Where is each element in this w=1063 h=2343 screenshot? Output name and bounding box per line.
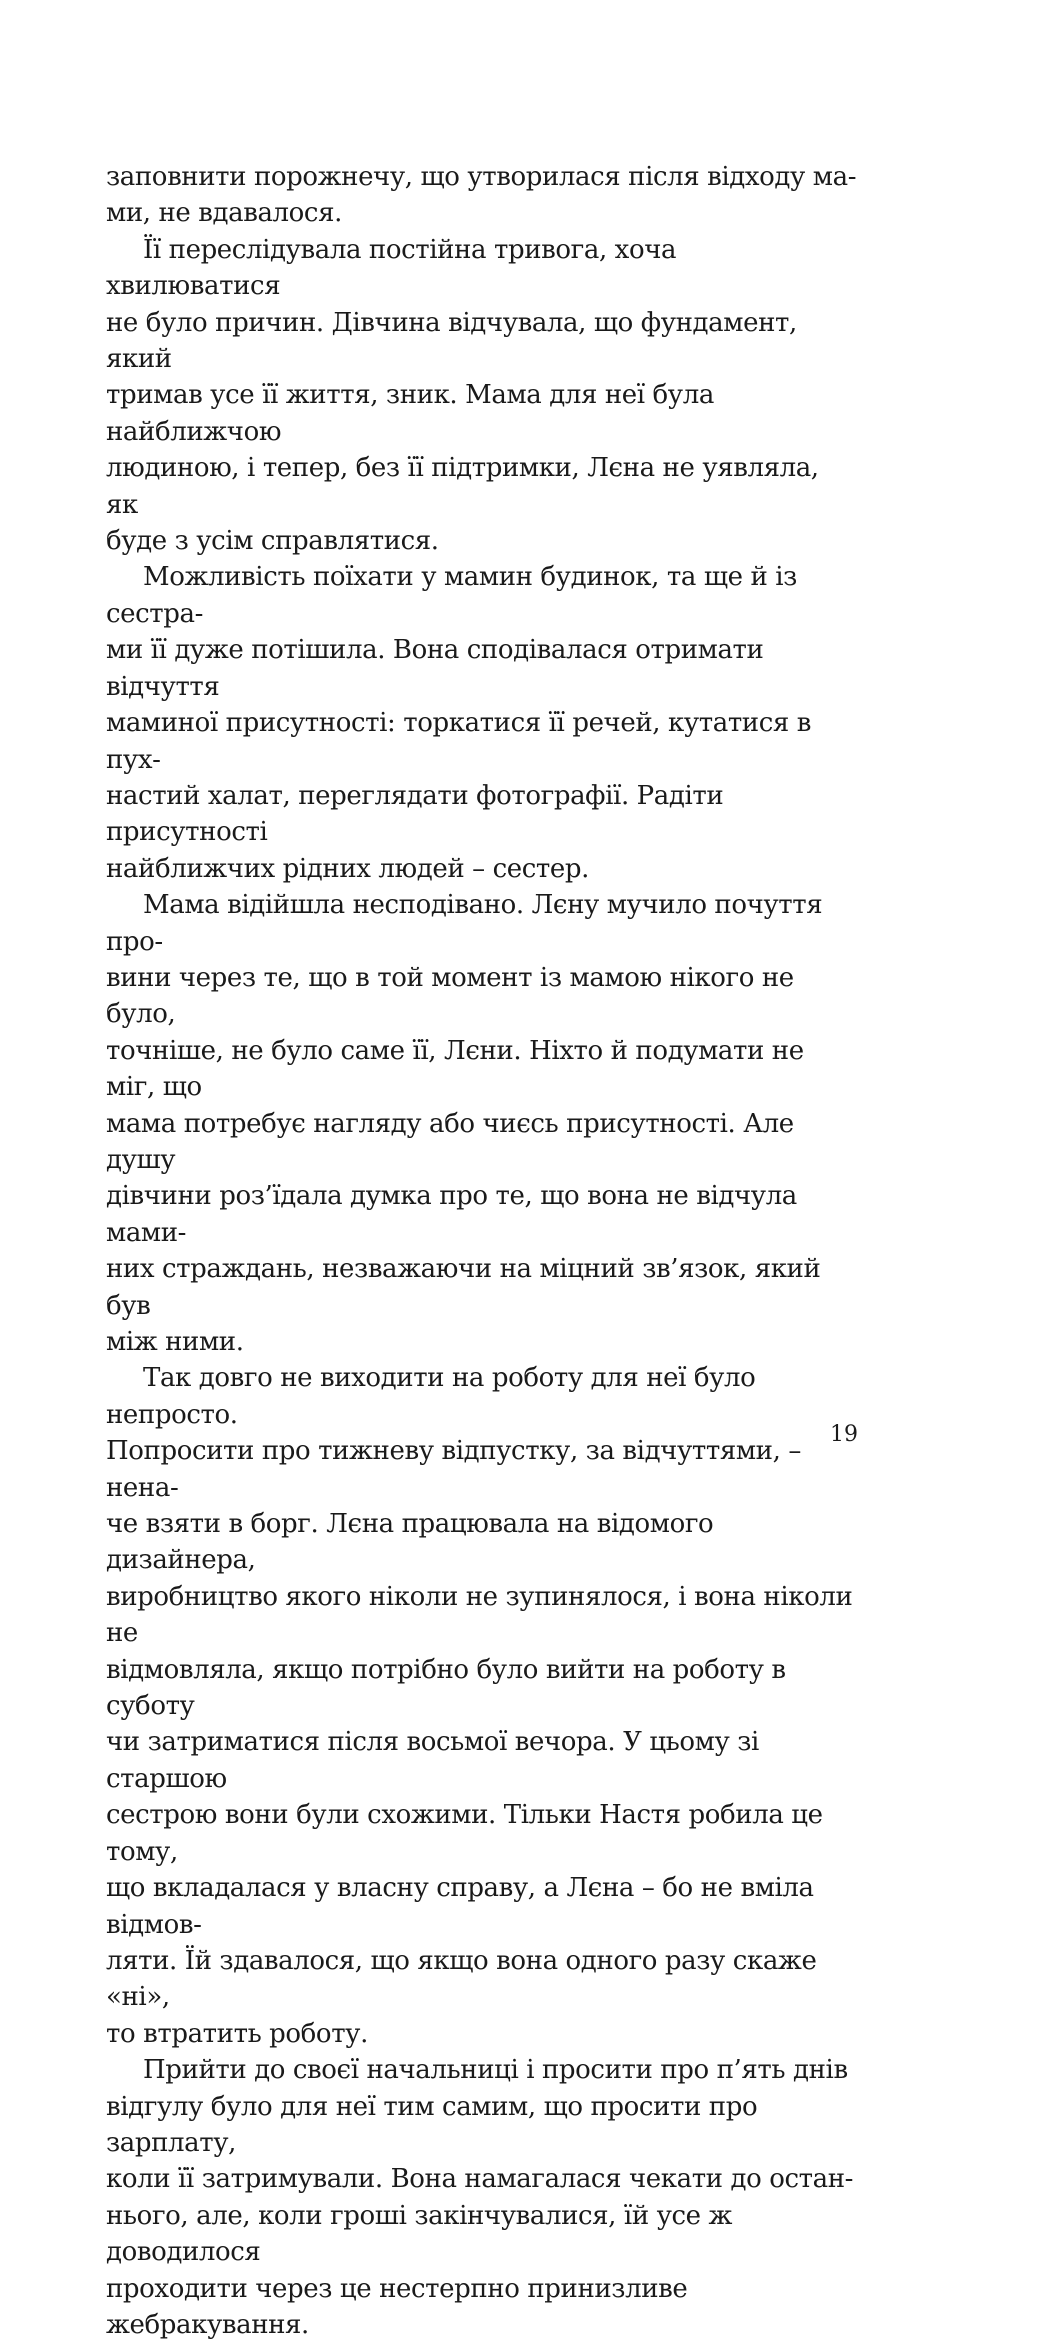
paragraph: Можливість поїхати у мамин будинок, та ще й із сестра- ми її дуже потішила. Вона сподівалася отримати відчуття маминої присутності: торкатися її речей, кутатися в пух- настий халат, переглядати фотографії. Радіти присутності найближчих рідних людей – сестер.	[106, 562, 811, 884]
paragraph: Мама відійшла несподівано. Лєну мучило почуття про- вини через те, що в той момент із мамою нікого не було, точніше, не було саме її, Лєни. Ніхто й подумати не міг, що мама потребує нагляду або чиєсь присутності. Але душу дівчини роз’їдала думка про те, що вона не відчула мами- них страждань, незважаючи на міцний зв’язок, який був між ними.	[106, 890, 823, 1357]
paragraph: Прийти до своєї начальниці і просити про п’ять днів відгулу було для неї тим самим, що просити про зарплату, коли її затримували. Вона намагалася чекати до остан- нього, але, коли гроші закінчувалися, їй усе ж доводилося проходити через це нестерпно принизливе жебракування.	[106, 2055, 854, 2340]
body-text	[106, 159, 858, 2343]
page-number: 19	[830, 1422, 858, 1447]
paragraph: Так довго не виходити на роботу для неї було непросто. Попросити про тижневу відпустку, за відчуттями, – нена- че взяти в борг. Лєна працювала на відомого дизайнера, виробництво якого ніколи не зупинялося, і вона ніколи не відмовляла, якщо потрібно було вийти на роботу в суботу чи затриматися після восьмої вечора. У цьому зі старшою сестрою вони були схожими. Тільки Настя робила це тому, що вкладалася у власну справу, а Лєна – бо не вміла відмов- ляти. Їй здавалося, що якщо вона одного разу скаже «ні», то втратить роботу.	[106, 1363, 853, 2049]
paragraph: заповнити порожнечу, що утворилася після відходу ма- ми, не вдавалося.	[106, 162, 857, 229]
paragraph: Її переслідувала постійна тривога, хоча хвилюватися не було причин. Дівчина відчувала, що фундамент, який тримав усе її життя, зник. Мама для неї була найближчою людиною, і тепер, без її підтримки, Лєна не уявляла, як буде з усім справлятися.	[106, 234, 819, 557]
